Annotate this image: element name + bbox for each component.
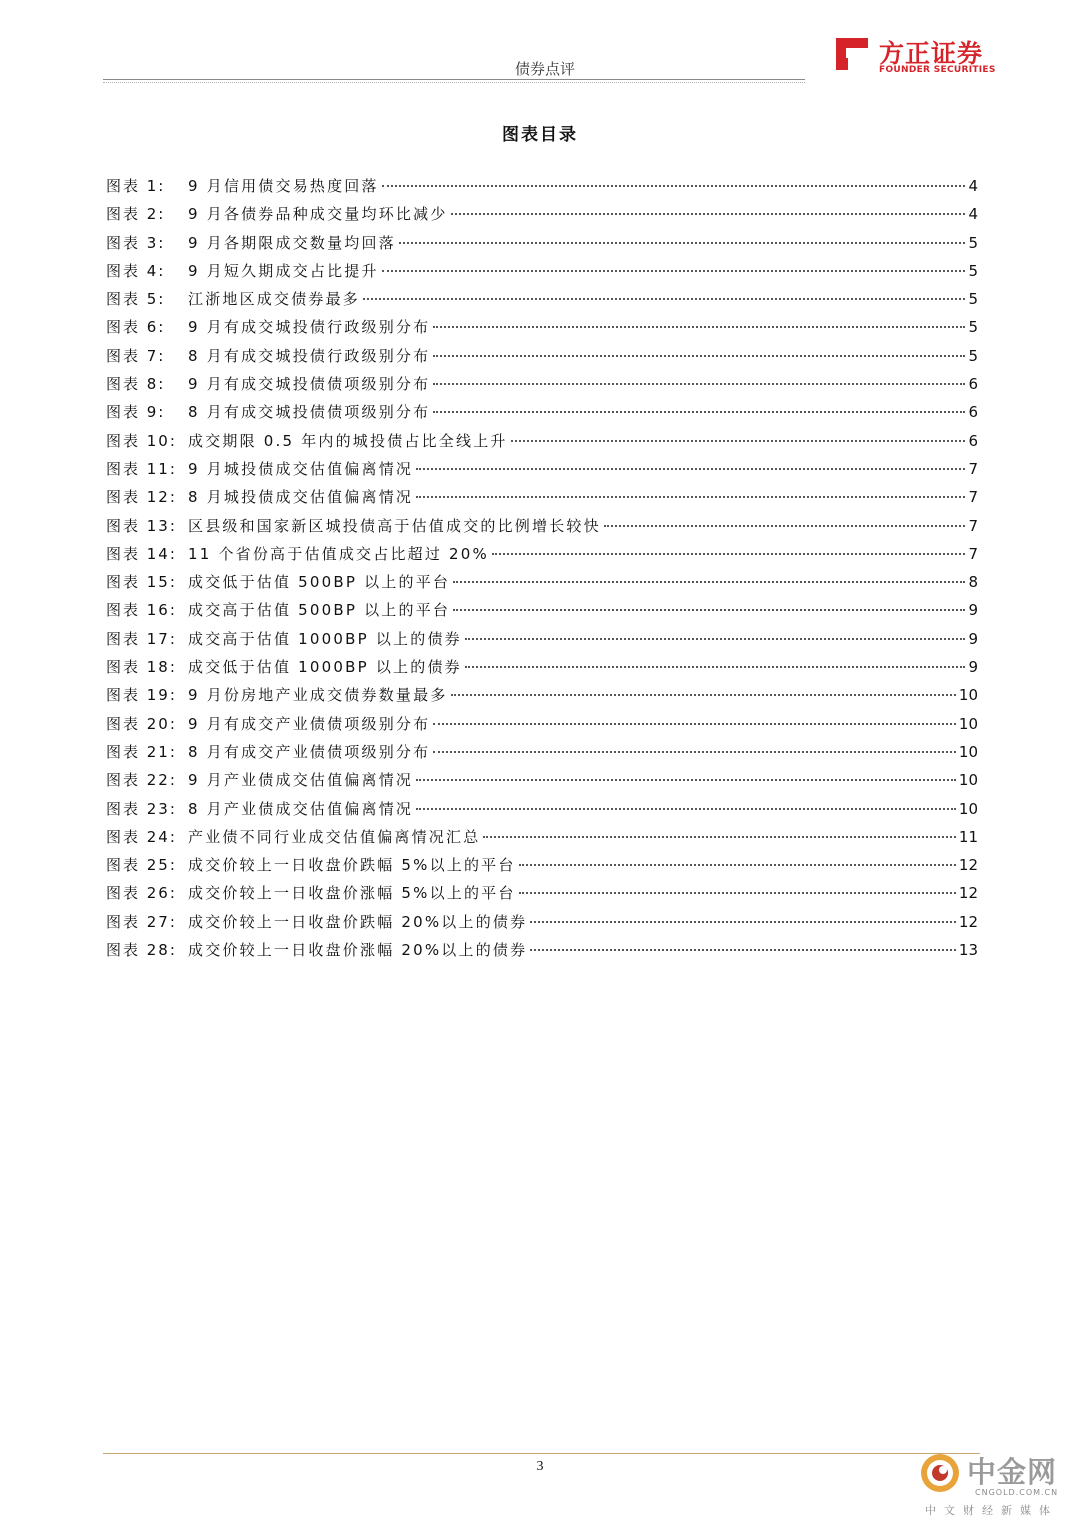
toc-entry-text: 9 月份房地产业成交债券数量最多 xyxy=(188,686,448,705)
toc-entry-text: 产业债不同行业成交估值偏离情况汇总 xyxy=(188,827,481,846)
toc-entry-label: 图表 10: xyxy=(106,431,177,450)
toc-entry[interactable] xyxy=(106,232,978,260)
toc-leader-dots xyxy=(433,383,965,385)
toc-entry-page: 5 xyxy=(968,318,978,337)
toc-entry[interactable] xyxy=(106,203,978,231)
toc-leader-dots xyxy=(530,949,956,951)
toc-entry-label: 图表 11: xyxy=(106,459,177,478)
toc-entry-label: 图表 14: xyxy=(106,544,177,563)
toc-entry[interactable] xyxy=(106,741,978,769)
toc-leader-dots xyxy=(465,666,965,668)
logo-text-cn: 方正证券 xyxy=(879,39,984,68)
toc-leader-dots xyxy=(416,808,956,810)
toc-entry[interactable] xyxy=(106,854,978,882)
toc-entry-page: 7 xyxy=(968,459,978,478)
footer-divider xyxy=(103,1453,980,1454)
toc-entry[interactable] xyxy=(106,175,978,203)
toc-entry-text: 9 月城投债成交估值偏离情况 xyxy=(188,459,414,478)
toc-entry-page: 5 xyxy=(968,290,978,309)
toc-entry-page: 9 xyxy=(968,629,978,648)
toc-entry-text: 成交价较上一日收盘价跌幅 20%以上的债券 xyxy=(188,912,528,931)
toc-entry-page: 11 xyxy=(958,827,978,846)
toc-entry-text: 8 月有成交产业债债项级别分布 xyxy=(188,742,431,761)
toc-entry[interactable] xyxy=(106,316,978,344)
toc-entry-page: 7 xyxy=(968,544,978,563)
toc-leader-dots xyxy=(399,242,965,244)
toc-entry-text: 江浙地区成交债券最多 xyxy=(188,290,361,309)
toc-entry-text: 8 月城投债成交估值偏离情况 xyxy=(188,488,414,507)
toc-entry[interactable] xyxy=(106,486,978,514)
toc-entry-text: 9 月各债券品种成交量均环比减少 xyxy=(188,205,448,224)
watermark-subtitle: 中文财经新媒体 xyxy=(925,1504,1058,1517)
toc-entry-label: 图表 28: xyxy=(106,941,177,960)
toc-leader-dots xyxy=(451,213,965,215)
toc-entry-page: 5 xyxy=(968,261,978,280)
toc-entry-text: 成交高于估值 500BP 以上的平台 xyxy=(188,601,451,620)
toc-entry-page: 10 xyxy=(958,686,978,705)
toc-entry-label: 图表 3: xyxy=(106,233,166,252)
toc-entry-page: 10 xyxy=(958,799,978,818)
toc-entry-label: 图表 6: xyxy=(106,318,166,337)
toc-entry-text: 8 月有成交城投债行政级别分布 xyxy=(188,346,431,365)
toc-entry-label: 图表 25: xyxy=(106,856,177,875)
toc-entry[interactable] xyxy=(106,373,978,401)
toc-entry[interactable] xyxy=(106,599,978,627)
toc-entry[interactable] xyxy=(106,543,978,571)
toc-entry[interactable] xyxy=(106,882,978,910)
toc-entry-text: 9 月各期限成交数量均回落 xyxy=(188,233,396,252)
toc-entry-text: 9 月有成交城投债债项级别分布 xyxy=(188,375,431,394)
toc-entry[interactable] xyxy=(106,571,978,599)
toc-entry-page: 9 xyxy=(968,658,978,677)
toc-entry-label: 图表 15: xyxy=(106,573,177,592)
toc-entry-text: 9 月产业债成交估值偏离情况 xyxy=(188,771,414,790)
header-title: 债券点评 xyxy=(514,60,575,78)
watermark-text-en: CNGOLD.COM.CN xyxy=(975,1488,1059,1497)
toc-entry-text: 9 月短久期成交占比提升 xyxy=(188,261,379,280)
toc-entry-page: 10 xyxy=(958,742,978,761)
toc-leader-dots xyxy=(416,779,956,781)
toc-entry[interactable] xyxy=(106,515,978,543)
watermark-text-cn: 中金网 xyxy=(967,1455,1058,1489)
toc-entry-page: 4 xyxy=(968,177,978,195)
toc-entry-label: 图表 12: xyxy=(106,488,177,507)
toc-entry-page: 12 xyxy=(958,856,978,875)
toc-entry-page: 9 xyxy=(968,601,978,620)
toc-entry-label: 图表 27: xyxy=(106,912,177,931)
toc-leader-dots xyxy=(483,836,956,838)
toc-leader-dots xyxy=(451,694,956,696)
toc-entry-page: 4 xyxy=(968,205,978,224)
toc-entry-text: 成交价较上一日收盘价涨幅 5%以上的平台 xyxy=(188,884,516,903)
toc-leader-dots xyxy=(453,609,965,611)
toc-entry-page: 12 xyxy=(958,884,978,903)
toc-entry-page: 6 xyxy=(968,375,978,394)
toc-leader-dots xyxy=(604,525,965,527)
toc-leader-dots xyxy=(433,751,956,753)
toc-title: 图表目录 xyxy=(502,125,578,145)
logo-text-en: FOUNDER SECURITIES xyxy=(879,65,996,75)
toc-entry-text: 8 月产业债成交估值偏离情况 xyxy=(188,799,414,818)
toc-entry[interactable] xyxy=(106,713,978,741)
toc-entry-label: 图表 1: xyxy=(106,177,166,195)
header-divider-dotted xyxy=(103,82,805,83)
header-divider xyxy=(103,79,805,80)
toc-entry-text: 9 月信用债交易热度回落 xyxy=(188,177,379,195)
toc-entry-label: 图表 23: xyxy=(106,799,177,818)
toc-leader-dots xyxy=(416,468,965,470)
toc-entry-text: 8 月有成交城投债债项级别分布 xyxy=(188,403,431,422)
toc-leader-dots xyxy=(363,298,965,300)
toc-entry-page: 10 xyxy=(958,771,978,790)
toc-leader-dots xyxy=(465,638,965,640)
toc-entry-label: 图表 24: xyxy=(106,827,177,846)
toc-entry-text: 成交低于估值 500BP 以上的平台 xyxy=(188,573,451,592)
toc-list xyxy=(106,175,978,967)
toc-entry-page: 5 xyxy=(968,346,978,365)
toc-leader-dots xyxy=(382,270,965,272)
toc-entry-label: 图表 9: xyxy=(106,403,166,422)
toc-entry-label: 图表 4: xyxy=(106,261,166,280)
toc-entry-page: 10 xyxy=(958,714,978,733)
toc-leader-dots xyxy=(492,553,965,555)
page-number: 3 xyxy=(536,1459,544,1474)
toc-entry-page: 8 xyxy=(968,573,978,592)
toc-entry-label: 图表 20: xyxy=(106,714,177,733)
founder-logo-icon xyxy=(832,34,872,74)
toc-entry[interactable] xyxy=(106,939,978,967)
cngold-logo-icon xyxy=(919,1452,961,1494)
toc-entry-label: 图表 5: xyxy=(106,290,166,309)
toc-leader-dots xyxy=(511,440,965,442)
toc-entry[interactable] xyxy=(106,288,978,316)
toc-entry-label: 图表 13: xyxy=(106,516,177,535)
toc-entry[interactable] xyxy=(106,826,978,854)
toc-entry-label: 图表 16: xyxy=(106,601,177,620)
toc-entry-page: 6 xyxy=(968,403,978,422)
toc-entry-text: 成交高于估值 1000BP 以上的债券 xyxy=(188,629,462,648)
toc-leader-dots xyxy=(530,921,956,923)
toc-entry-text: 成交低于估值 1000BP 以上的债券 xyxy=(188,658,462,677)
toc-entry-label: 图表 19: xyxy=(106,686,177,705)
toc-leader-dots xyxy=(519,892,956,894)
toc-entry-page: 6 xyxy=(968,431,978,450)
toc-entry[interactable] xyxy=(106,798,978,826)
toc-entry-text: 9 月有成交城投债行政级别分布 xyxy=(188,318,431,337)
toc-entry-text: 成交价较上一日收盘价涨幅 20%以上的债券 xyxy=(188,941,528,960)
toc-entry-label: 图表 18: xyxy=(106,658,177,677)
toc-leader-dots xyxy=(453,581,965,583)
toc-leader-dots xyxy=(433,355,965,357)
toc-entry[interactable] xyxy=(106,628,978,656)
toc-entry-label: 图表 2: xyxy=(106,205,166,224)
toc-entry-text: 成交价较上一日收盘价跌幅 5%以上的平台 xyxy=(188,856,516,875)
toc-leader-dots xyxy=(519,864,956,866)
toc-entry[interactable] xyxy=(106,260,978,288)
toc-entry-text: 成交期限 0.5 年内的城投债占比全线上升 xyxy=(188,431,508,450)
toc-entry-page: 13 xyxy=(958,941,978,960)
toc-entry[interactable] xyxy=(106,656,978,684)
company-logo xyxy=(832,34,1002,78)
toc-entry-label: 图表 17: xyxy=(106,629,177,648)
toc-entry[interactable] xyxy=(106,911,978,939)
toc-leader-dots xyxy=(382,185,965,187)
toc-entry-text: 11 个省份高于估值成交占比超过 20% xyxy=(188,544,489,563)
toc-entry-text: 区县级和国家新区城投债高于估值成交的比例增长较快 xyxy=(188,516,601,535)
watermark xyxy=(905,1450,1075,1522)
toc-entry[interactable] xyxy=(106,345,978,373)
toc-leader-dots xyxy=(433,326,965,328)
toc-entry[interactable] xyxy=(106,684,978,712)
toc-entry-label: 图表 21: xyxy=(106,742,177,761)
toc-entry[interactable] xyxy=(106,458,978,486)
toc-entry-page: 5 xyxy=(968,233,978,252)
toc-entry[interactable] xyxy=(106,769,978,797)
toc-entry-page: 12 xyxy=(958,912,978,931)
toc-entry-page: 7 xyxy=(968,488,978,507)
toc-entry-label: 图表 26: xyxy=(106,884,177,903)
toc-entry-label: 图表 8: xyxy=(106,375,166,394)
toc-entry[interactable] xyxy=(106,430,978,458)
toc-leader-dots xyxy=(416,496,965,498)
toc-entry[interactable] xyxy=(106,401,978,429)
toc-entry-text: 9 月有成交产业债债项级别分布 xyxy=(188,714,431,733)
toc-leader-dots xyxy=(433,411,965,413)
toc-entry-label: 图表 22: xyxy=(106,771,177,790)
toc-entry-page: 7 xyxy=(968,516,978,535)
toc-leader-dots xyxy=(433,723,956,725)
toc-entry-label: 图表 7: xyxy=(106,346,166,365)
